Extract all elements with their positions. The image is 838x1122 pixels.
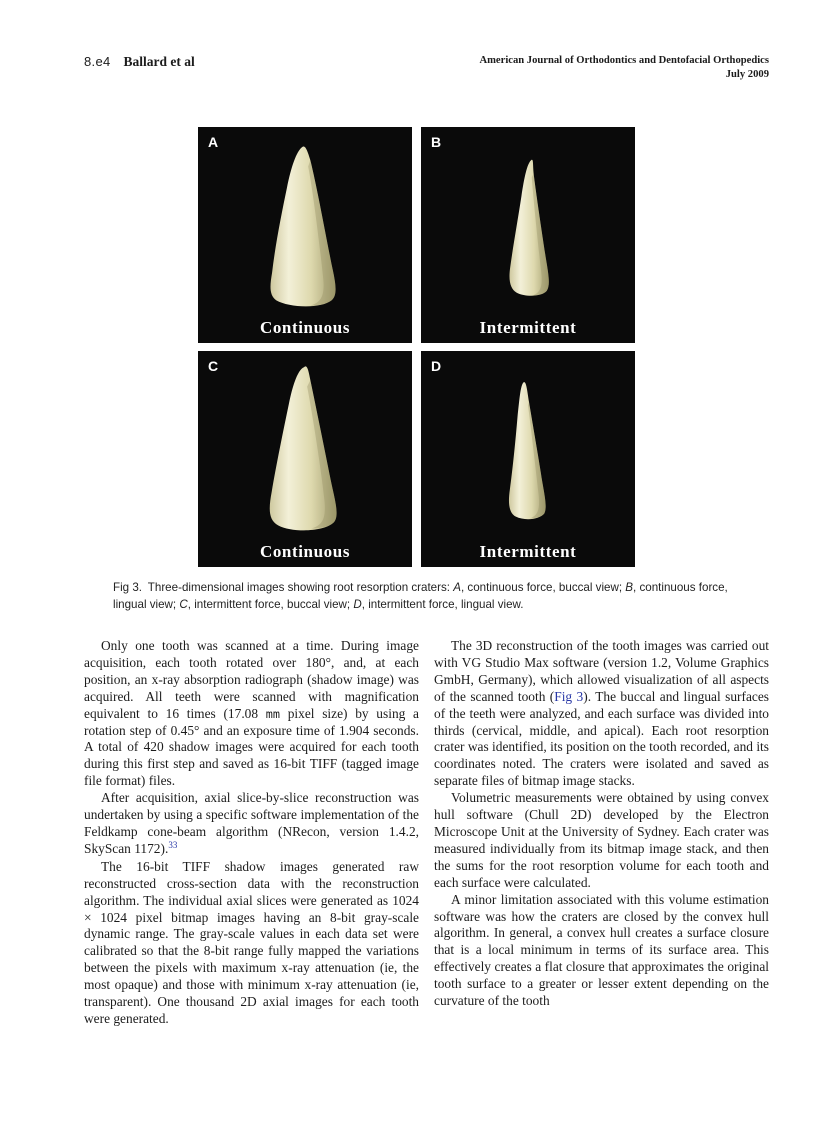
text-segment: , continuous force, lingual view; — [113, 581, 728, 611]
text-segment: Fig 3. Three-dimensional images showing root resorption craters: — [113, 581, 454, 594]
page-header — [84, 54, 769, 82]
reference-link[interactable]: Fig 3 — [554, 688, 584, 704]
paragraph — [434, 638, 769, 790]
panel-letter: B — [431, 134, 442, 150]
figure-3 — [198, 127, 635, 567]
tooth-render-continuous-buccal — [242, 141, 368, 311]
issue-date: July 2009 — [725, 69, 769, 80]
text-segment: ). The buccal and lingual surfaces of the teeth were analyzed, and each surface was divided into thirds (cervical, middle, and apical). Each root resorption crater was identified, its position on the tooth recorded, and its coordinates noted. The craters were isolated and saved as separate files of bitmap image stacks. — [434, 688, 769, 789]
text-segment: The 3D reconstruction of the tooth images was carried out with VG Studio Max software (version 1.2, Volume Graphics GmbH, Germany), which allowed visualization of all aspects of the scanned tooth ( — [434, 638, 769, 704]
tooth-render-intermittent-buccal — [244, 363, 366, 535]
text-segment: , intermittent force, buccal view; — [187, 597, 354, 611]
panel-letter: C — [208, 358, 219, 374]
tooth-render-continuous-lingual — [475, 153, 581, 303]
running-head-right — [479, 54, 769, 82]
tooth-render-intermittent-lingual — [473, 375, 583, 528]
left-column — [84, 638, 419, 1028]
text-segment: Volumetric measurements were obtained by using convex hull software (Chull 2D) developed by the Electron Microscope Unit at the University of Sydney. Each crater was measured individually from its bitmap image stack, and then the sums for the root resorption volume for each tooth and each surface were calculated. — [434, 790, 769, 890]
panel-letter: D — [431, 358, 442, 374]
paragraph — [84, 859, 419, 1028]
figure-caption — [113, 580, 741, 613]
paragraph — [434, 790, 769, 891]
panel-label: Continuous — [259, 318, 351, 337]
paragraph — [84, 790, 419, 859]
text-segment: B — [625, 581, 634, 594]
text-segment: C — [179, 597, 188, 611]
journal-title: American Journal of Orthodontics and Dentofacial Orthopedics — [479, 55, 769, 66]
figure-panel-b — [421, 127, 635, 343]
text-segment: After acquisition, axial slice-by-slice reconstruction was undertaken by using a specific software implementation of the Feldkamp cone-beam algorithm (NRecon, version 1.4.2, SkyScan 1172). — [84, 790, 419, 856]
figure-panel-a — [198, 127, 412, 343]
text-segment: , intermittent force, lingual view. — [361, 597, 524, 611]
text-segment: , continuous force, buccal view; — [460, 581, 626, 594]
text-segment: A — [453, 581, 461, 594]
running-authors: Ballard et al — [123, 54, 195, 69]
paragraph — [434, 892, 769, 1010]
figure-panel-d — [421, 351, 635, 567]
text-segment: D — [353, 597, 362, 611]
text-segment: mm — [265, 706, 280, 721]
body-text — [84, 638, 769, 1028]
text-segment: A minor limitation associated with this volume estimation software was how the craters are closed by the convex hull algorithm. In general, a convex hull creates a surface closure that is a local minimum in terms of its surface area. This effectively creates a flat closure that approximates the original tooth surface to a greater or lesser extent depending on the curvature of the tooth — [434, 891, 769, 1009]
paragraph — [84, 638, 419, 790]
figure-panel-c — [198, 351, 412, 567]
reference-link[interactable]: 33 — [168, 839, 178, 850]
running-head-left — [84, 54, 195, 70]
right-column — [434, 638, 769, 1028]
panel-label: Intermittent — [479, 542, 577, 561]
panel-label: Intermittent — [479, 318, 577, 337]
panel-letter: A — [208, 134, 219, 150]
text-segment: pixel size) by using a rotation step of 0.45° and an exposure time of 1.904 seconds. A total of 420 shadow images were acquired for each tooth during this first step and saved as 16-bit TIFF (tagged image file format) files. — [84, 705, 419, 789]
text-segment: The 16-bit TIFF shadow images generated raw reconstructed cross-section data with the reconstruction algorithm. The individual axial slices were generated as 1024 × 1024 pixel bitmap images having an 8-bit gray-scale dynamic range. The gray-scale values in each data set were calibrated so that the 8-bit range fully mapped the variations between the pixels with maximum x-ray attenuation (ie, the most opaque) and those with minimum x-ray attenuation (ie, transparent). One thousand 2D axial images for each tooth were generated. — [84, 858, 419, 1026]
text-segment: Only one tooth was scanned at a time. During image acquisition, each tooth rotated over 180°, and, at each position, an x-ray absorption radiograph (shadow image) was acquired. All teeth were scanned with magnification equivalent to 16 times (17.08 — [84, 638, 419, 721]
page-number: 8.e4 — [84, 54, 111, 69]
panel-label: Continuous — [259, 542, 351, 561]
